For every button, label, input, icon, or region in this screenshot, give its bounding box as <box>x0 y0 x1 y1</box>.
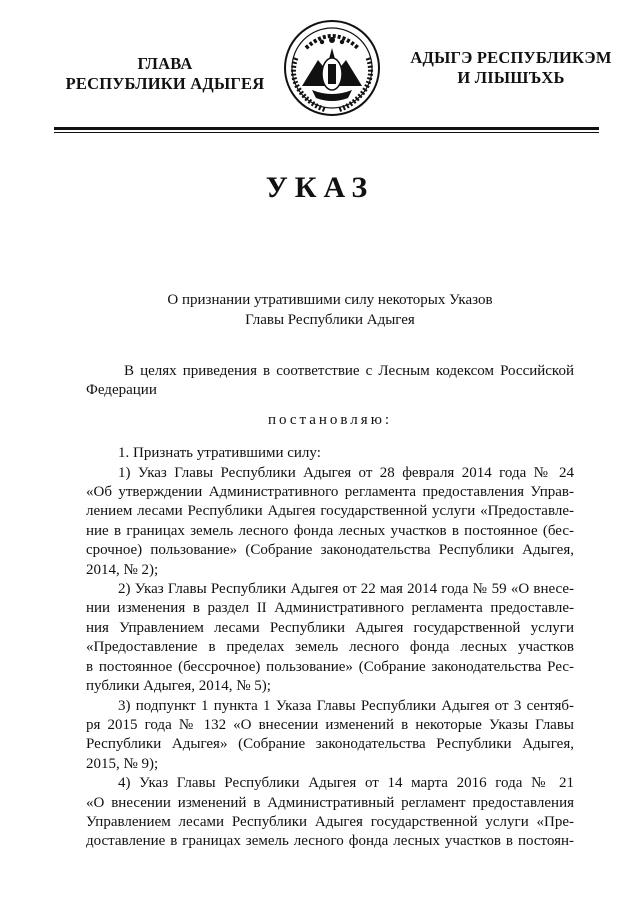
subitem-1-line: лением лесами Республики Адыгея государственной услуги «Предоставле- <box>86 503 574 520</box>
coat-of-arms-icon <box>282 18 382 118</box>
subitem-1-line: «Об утверждении Административного регламента предоставления Управ- <box>86 484 574 501</box>
header-left-line2: РЕСПУБЛИКИ АДЫГЕЯ <box>65 74 265 93</box>
subitem-2-line: «Предоставление в пределах земель лесного фонда лесных участков <box>86 639 574 656</box>
subitem-2 <box>86 580 574 696</box>
subitem-1-line: 1) Указ Главы Республики Адыгея от 28 февраля 2014 года № 24 <box>118 464 574 481</box>
header-divider-thin <box>54 132 599 133</box>
subitem-2-line: нии изменения в раздел II Административного регламента предоставле- <box>86 600 574 617</box>
header-divider-thick <box>54 127 599 130</box>
subitem-4-line: 4) Указ Главы Республики Адыгея от 14 марта 2016 года № 21 <box>118 775 574 792</box>
subitem-2-line: 2) Указ Главы Республики Адыгея от 22 мая 2014 года № 59 «О внесе- <box>118 581 574 598</box>
item-1-text: 1. Признать утратившими силу: <box>118 445 321 462</box>
subitem-1 <box>86 464 574 580</box>
subitem-4-line: «О внесении изменений в Административный регламент предоставления <box>86 794 574 811</box>
subitem-3-line: 2015, № 9); <box>86 755 159 772</box>
subitem-3-line: ря 2015 года № 132 «О внесении изменений в некоторые Указы Главы <box>86 716 574 733</box>
subject-line1: О признании утратившими силу некоторых Указов <box>167 292 493 308</box>
subitem-3-line: Республики Адыгея» (Собрание законодательства Республики Адыгея, <box>86 736 574 753</box>
subitem-3 <box>86 697 574 775</box>
preamble-line1: В целях приведения в соответствие с Лесным кодексом Российской <box>124 363 574 379</box>
decree-word: постановляю: <box>267 411 393 428</box>
header-right-line2: И ЛІЫШЪХЬ <box>457 68 565 87</box>
document-title: УКАЗ <box>265 171 375 204</box>
subitem-2-line: в постоянное (бессрочное) пользование» (Собрание законодательства Рес- <box>86 658 574 675</box>
subitem-4-line: Управлением лесами Республики Адыгея государственной услуги «Пре- <box>86 813 574 830</box>
subitem-3-line: 3) подпункт 1 пункта 1 Указа Главы Республики Адыгея от 3 сентяб- <box>118 697 574 714</box>
subitem-2-line: публики Адыгея, 2014, № 5); <box>86 678 271 695</box>
document-body <box>86 362 574 852</box>
document-subject <box>120 290 540 330</box>
header-right <box>386 48 636 88</box>
header-left <box>40 54 290 94</box>
subject-line2: Главы Республики Адыгея <box>245 312 415 328</box>
subitem-4 <box>86 774 574 852</box>
subitem-1-line: срочное) пользование» (Собрание законодательства Республики Адыгея, <box>86 542 574 559</box>
preamble-line2: Федерации <box>86 382 157 399</box>
header-left-line1: ГЛАВА <box>137 54 193 73</box>
preamble-paragraph <box>86 362 574 401</box>
subitem-4-line: доставление в границах земель лесного фонда лесных участков в постоян- <box>86 833 574 850</box>
subitem-1-line: ние в границах земель лесного фонда лесных участков в постоянное (бес- <box>86 522 574 539</box>
header-right-line1: АДЫГЭ РЕСПУБЛИКЭМ <box>410 48 612 67</box>
subitem-1-line: 2014, № 2); <box>86 561 159 578</box>
subitem-2-line: ния Управлением лесами Республики Адыгея государственной услуги <box>86 619 574 636</box>
item-1 <box>86 444 574 463</box>
